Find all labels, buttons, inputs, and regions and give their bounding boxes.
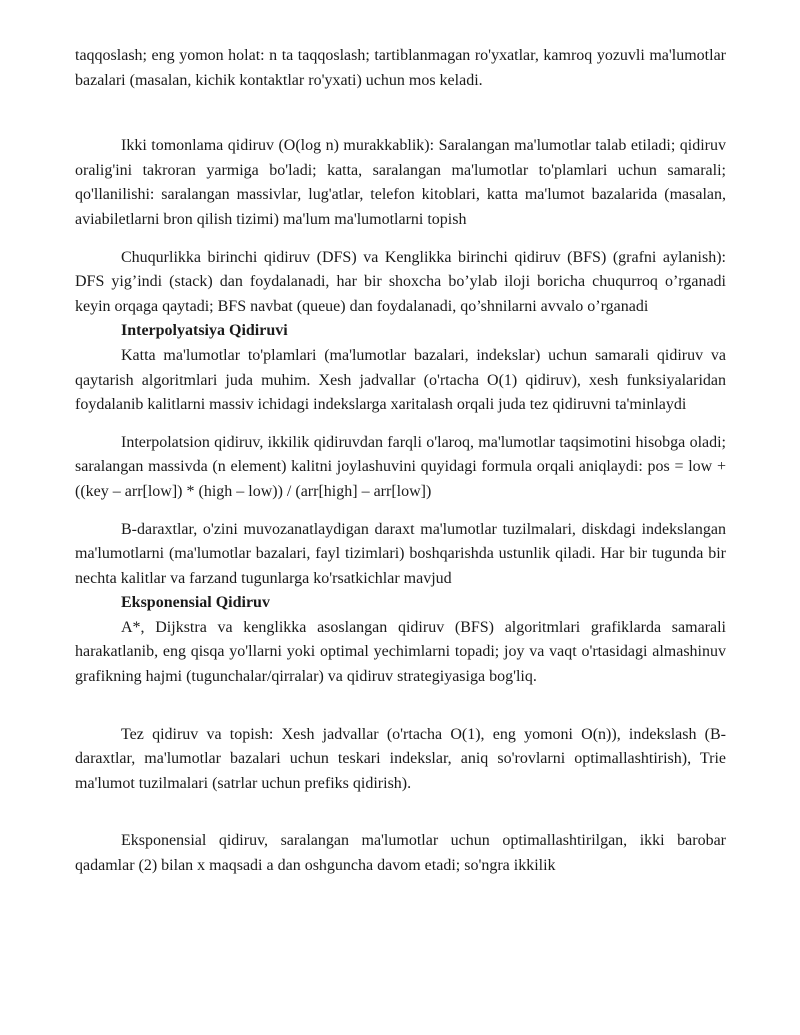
paragraph-interpolation-formula: Interpolatsion qidiruv, ikkilik qidiruvdan farqli o'laroq, ma'lumotlar taqsimotini hisobga oladi; saralangan massivda (n element) kalitni joylashuvini quyidagi formula orqali aniqlaydi: pos = low + ((key – arr[low]) * (high – low)) / (arr[high] – arr[low]) [75, 433, 726, 500]
paragraph-exponential-search: Eksponensial qidiruv, saralangan ma'lumotlar uchun optimallashtirilgan, ikki barobar qadamlar (2) bilan x maqsadi a dan oshguncha davom etadi; so'ngra ikkilik [75, 832, 726, 875]
paragraph-b-trees: B-daraxtlar, o'zini muvozanatlaydigan daraxt ma'lumotlar tuzilmalari, diskdagi indekslangan ma'lumotlarni (ma'lumotlar bazalari, fayl tizimlari) boshqarishda ustunlik qiladi. Har bir tugunda bir nechta kalitlar va farzand tugunlarga ko'rsatkichlar mavjud [75, 520, 726, 587]
heading-interpolation-search: Interpolyatsiya Qidiruvi [121, 322, 288, 340]
paragraph-hash-tables: Katta ma'lumotlar to'plamlari (ma'lumotlar bazalari, indekslar) uchun samarali qidiruv va qaytarish algoritmlari juda muhim. Xesh jadvallar (o'rtacha O(1) qidiruv), xesh funksiyalaridan foydalanib kalitlarni massiv ichidagi indekslarga xaritalash orqali juda tez qidiruvni ta'minlaydi [75, 346, 726, 414]
paragraph-graph-algorithms: A*, Dijkstra va kenglikka asoslangan qidiruv (BFS) algoritmlari grafiklarda samarali harakatlanib, eng qisqa yo'llarni yoki optimal yechimlarni topadi; joy va vaqt o'rtasidagi almashinuv grafikning hajmi (tugunchalar/qirralar) va qidiruv strategiyasiga bog'liq. [75, 618, 726, 686]
paragraph-binary-search: Ikki tomonlama qidiruv (O(log n) murakkablik): Saralangan ma'lumotlar talab etiladi; qidiruv oralig'ini takroran yarmiga bo'ladi; katta, saralangan ma'lumotlar to'plamlari uchun samarali; qo'llanilishi: saralangan massivlar, lug'atlar, telefon kitoblari, katta ma'lumot bazalarida (masalan, aviabiletlarni bron qilish tizimi) ma'lum ma'lumotlarni topish [75, 137, 726, 228]
heading-exponential-search: Eksponensial Qidiruv [121, 594, 270, 612]
paragraph-fast-lookup: Tez qidiruv va topish: Xesh jadvallar (o'rtacha O(1), eng yomoni O(n)), indekslash (B-daraxtlar, ma'lumotlar bazalari uchun teskari indekslar, aniq so'rovlarni optimallashtirish), Trie ma'lumot tuzilmalari (satrlar uchun prefiks qidirish). [75, 725, 726, 792]
paragraph-dfs-bfs: Chuqurlikka birinchi qidiruv (DFS) va Kenglikka birinchi qidiruv (BFS) (grafni aylanish): DFS yig’indi (stack) dan foydalanadi, har bir shoxcha bo’ylab iloji boricha chuqurroq o’rganadi keyin orqaga qaytadi; BFS navbat (queue) dan foydalanadi, qo’shnilarni avvalo o’rganadi [75, 248, 726, 315]
document-page [75, 44, 726, 879]
paragraph-linear-search-end: taqqoslash; eng yomon holat: n ta taqqoslash; tartiblanmagan ro'yxatlar, kamroq yozuvli ma'lumotlar bazalari (masalan, kichik kontaktlar ro'yxati) uchun mos keladi. [75, 47, 726, 89]
